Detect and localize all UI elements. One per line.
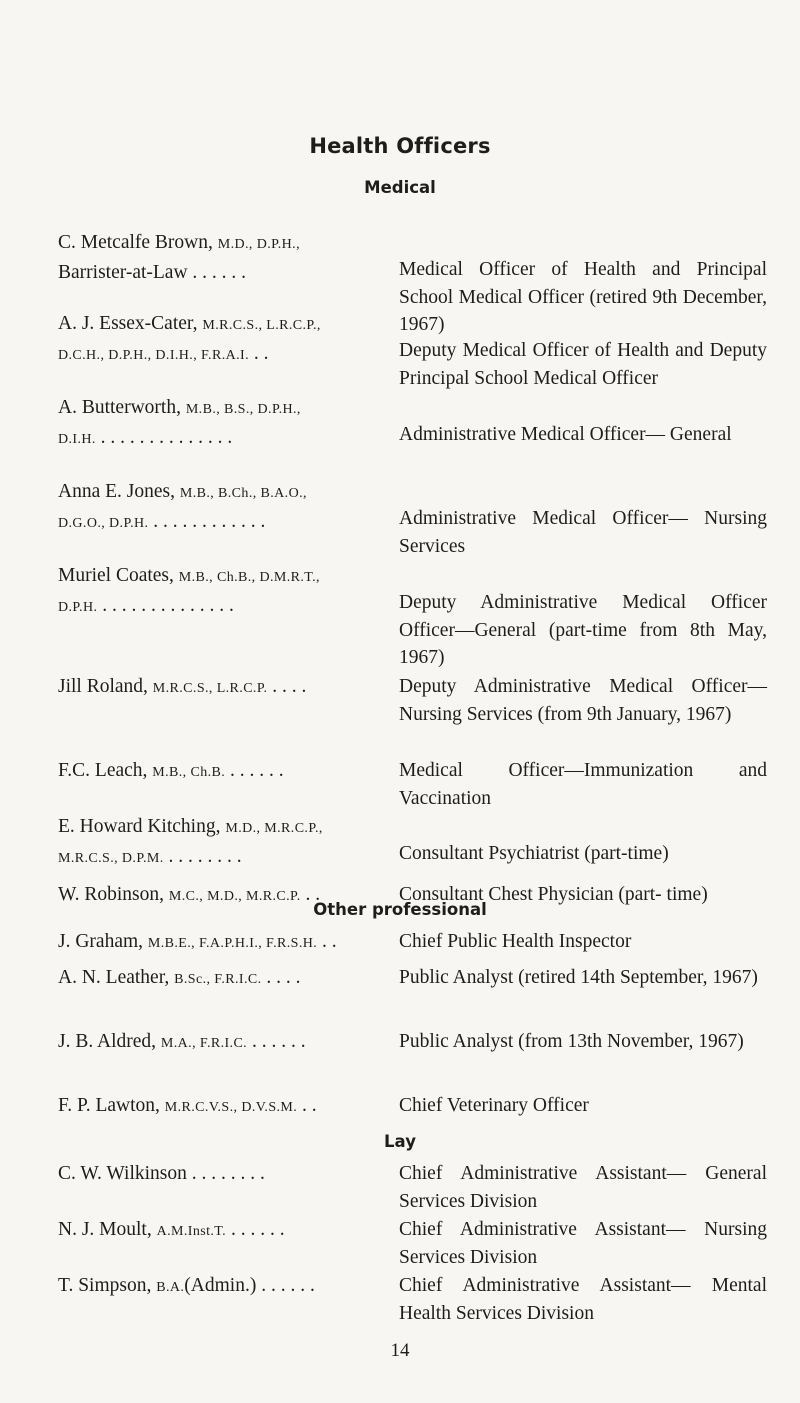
officer-name: T. Simpson, B.A.(Admin.) . . . . . . (58, 1275, 315, 1296)
officer-name: J. B. Aldred, M.A., F.R.I.C. . . . . . . (58, 1031, 306, 1052)
section-heading-other-professional: Other professional (313, 900, 487, 919)
officer-name: A. Butterworth, M.B., B.S., D.P.H., D.I.H. . . . . . . . . . . . . . . (58, 397, 301, 448)
officer-name: N. J. Moult, A.M.Inst.T. . . . . . . (58, 1219, 285, 1240)
officer-role: Public Analyst (from 13th November, 1967) (399, 1031, 744, 1052)
officer-role: Chief Administrative Assistant— Nursing Services Division (399, 1219, 767, 1268)
officer-role: Administrative Medical Officer— Nursing Services (399, 508, 767, 557)
officer-role: Chief Administrative Assistant— General Services Division (399, 1163, 767, 1212)
officer-role: Chief Administrative Assistant— Mental Health Services Division (399, 1275, 767, 1324)
officer-name: J. Graham, M.B.E., F.A.P.H.I., F.R.S.H. . . (58, 931, 337, 952)
section-heading-lay: Lay (384, 1132, 416, 1151)
officer-name: Jill Roland, M.R.C.S., L.R.C.P. . . . . (58, 676, 307, 697)
page-title: Health Officers (309, 134, 491, 158)
officer-role: Medical Officer—Immunization and Vaccination (399, 760, 767, 809)
officer-role: Chief Veterinary Officer (399, 1095, 589, 1116)
officer-role: Deputy Medical Officer of Health and Deputy Principal School Medical Officer (399, 340, 767, 389)
officer-name: A. J. Essex-Cater, M.R.C.S., L.R.C.P., D.C.H., D.P.H., D.I.H., F.R.A.I. . . (58, 313, 321, 364)
officer-name: C. Metcalfe Brown, M.D., D.P.H., Barrister-at-Law . . . . . . (58, 232, 300, 283)
officer-name: A. N. Leather, B.Sc., F.R.I.C. . . . . (58, 967, 301, 988)
officer-name: F.C. Leach, M.B., Ch.B. . . . . . . (58, 760, 284, 781)
officer-name: F. P. Lawton, M.R.C.V.S., D.V.S.M. . . (58, 1095, 317, 1116)
officer-role: Public Analyst (retired 14th September, 1967) (399, 967, 758, 988)
officer-role: Chief Public Health Inspector (399, 931, 632, 952)
officer-role: Consultant Chest Physician (part- time) (399, 884, 708, 905)
officer-name: Anna E. Jones, M.B., B.Ch., B.A.O., D.G.O., D.P.H. . . . . . . . . . . . . (58, 481, 307, 532)
officer-name: W. Robinson, M.C., M.D., M.R.C.P. . . (58, 884, 321, 905)
officer-name: Muriel Coates, M.B., Ch.B., D.M.R.T., D.P.H. . . . . . . . . . . . . . . (58, 565, 320, 616)
officer-role: Medical Officer of Health and Principal School Medical Officer (retired 9th December, 1967) (399, 259, 767, 335)
page-number: 14 (390, 1340, 410, 1361)
section-heading-medical: Medical (364, 178, 436, 197)
officer-role: Deputy Administrative Medical Officer Officer—General (part-time from 8th May, 1967) (399, 592, 767, 668)
officer-name: C. W. Wilkinson . . . . . . . . (58, 1163, 265, 1184)
officer-name: E. Howard Kitching, M.D., M.R.C.P., M.R.C.S., D.P.M. . . . . . . . . (58, 816, 323, 867)
officer-role: Consultant Psychiatrist (part-time) (399, 843, 669, 864)
officer-role: Administrative Medical Officer— General (399, 424, 732, 445)
officer-role: Deputy Administrative Medical Officer—Nursing Services (from 9th January, 1967) (399, 676, 767, 725)
